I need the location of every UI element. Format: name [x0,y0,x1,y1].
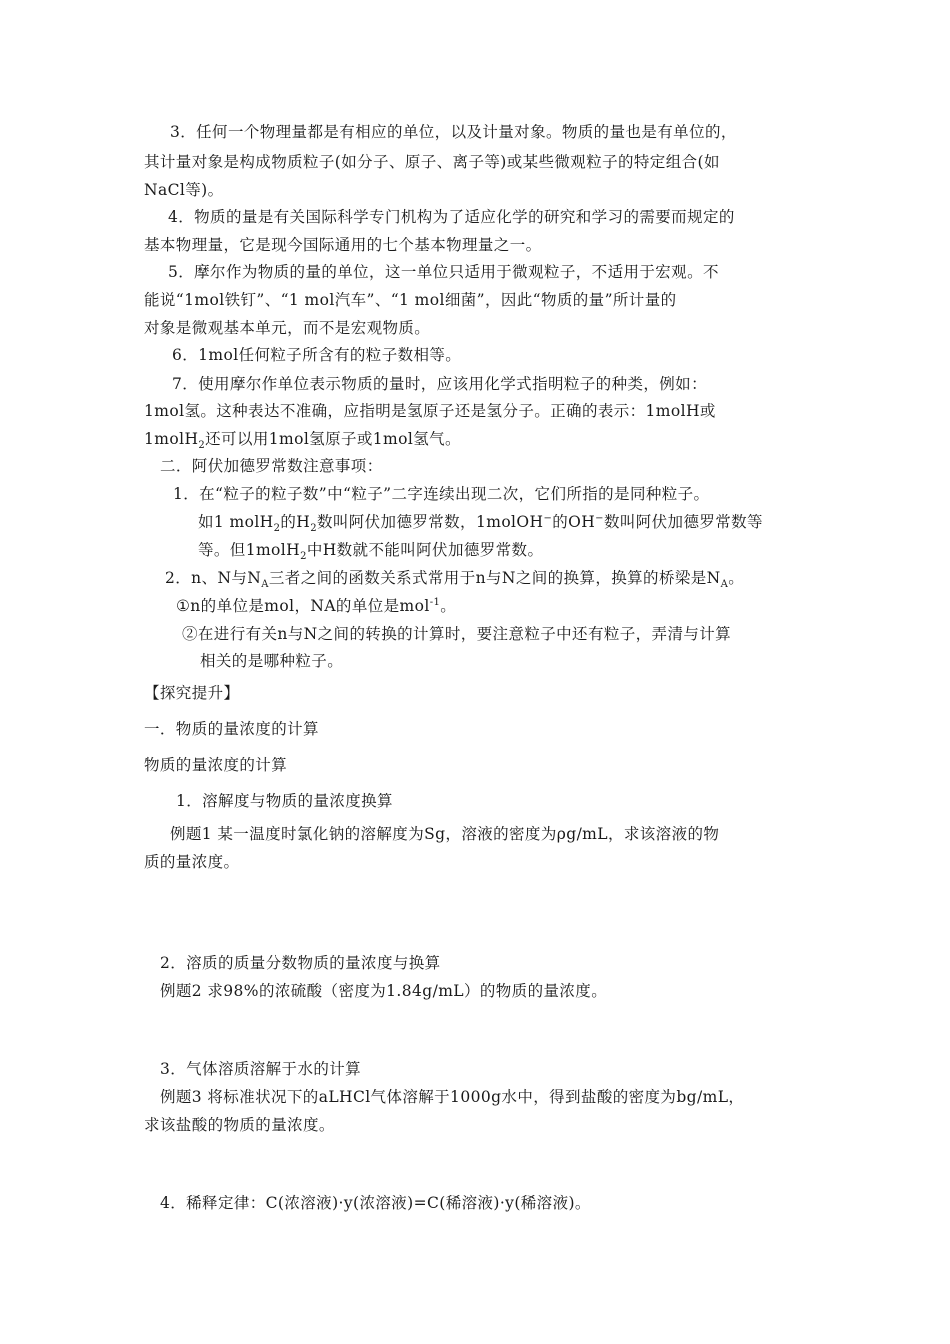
calc3-title: 3．气体溶质溶解于水的计算 [160,1060,362,1078]
item4-line1: 4．物质的量是有关国际科学专门机构为了适应化学的研究和学习的需要而规定的 [168,208,735,226]
avogadro-item1-line1: 1．在“粒子的粒子数”中“粒子”二字连续出现二次，它们所指的是同种粒子。 [173,485,710,503]
calc2-title: 2．溶质的质量分数物质的量浓度与换算 [160,954,441,972]
avogadro-item2-point1: ①n的单位是mol，NA的单位是mol$^{-1}$。 [176,596,457,615]
avogadro-item2-point2-line1: ②在进行有关n与N之间的转换的计算时，要注意粒子中还有粒子，弄清与计算 [182,625,732,643]
item7-line3: 1molH$_2$还可以用1mol氢原子或1mol氢气。 [144,430,461,452]
item6-line: 6．1mol任何粒子所含有的粒子数相等。 [172,346,462,364]
item4-line2: 基本物理量，它是现今国际通用的七个基本物理量之一。 [144,236,542,254]
example3-line1: 例题3 将标准状况下的aLHCl气体溶解于1000g水中，得到盐酸的密度为bg/mL， [160,1088,745,1106]
item5-line3: 对象是微观基本单元，而不是宏观物质。 [144,319,431,337]
avogadro-item2-line1: 2．n、N与$N_A$三者之间的函数关系式常用于n与N之间的换算，换算的桥梁是$N_A$。 [165,569,745,591]
calc1-title: 1．溶解度与物质的量浓度换算 [176,792,393,810]
avogadro-item1-line2: 如1 molH$_2$的$H_2$数叫阿伏加德罗常数，1molOH−的OH−数叫阿伏加德罗常数等 [198,512,763,535]
example2-line: 例题2 求98%的浓硫酸（密度为1.84g/mL）的物质的量浓度。 [160,982,608,1000]
calc4-dilution-law: 4．稀释定律：C(浓溶液)·y(浓溶液)=C(稀溶液)·y(稀溶液)。 [160,1194,591,1212]
item3-line1: 3．任何一个物理量都是有相应的单位，以及计量对象。物质的量也是有单位的， [170,123,737,141]
item5-line2: 能说“1mol铁钉”、“1 mol汽车”、“1 mol细菌”，因此“物质的量”所计量的 [144,291,677,309]
avogadro-item1-line3: 等。但1molH$_2$中H数就不能叫阿伏加德罗常数。 [198,541,544,563]
avogadro-item2-point2-line2: 相关的是哪种粒子。 [200,652,344,670]
item7-line1: 7．使用摩尔作单位表示物质的量时，应该用化学式指明粒子的种类，例如： [172,375,707,393]
avogadro-heading: 二．阿伏加德罗常数注意事项： [160,457,383,475]
example1-line2: 质的量浓度。 [144,853,240,871]
item3-line3: NaCl等)。 [144,181,224,199]
explore-heading: 【探究提升】 [144,684,240,702]
example3-line2: 求该盐酸的物质的量浓度。 [144,1116,335,1134]
explore-subheading-1: 一．物质的量浓度的计算 [144,720,319,738]
item3-line2: 其计量对象是构成物质粒子(如分子、原子、离子等)或某些微观粒子的特定组合(如 [144,153,720,171]
item7-line2: 1mol氢。这种表达不准确，应指明是氢原子还是氢分子。正确的表示：1molH或 [144,402,716,420]
explore-subheading-2: 物质的量浓度的计算 [144,756,288,774]
example1-line1: 例题1 某一温度时氯化钠的溶解度为Sg，溶液的密度为ρg/mL，求该溶液的物 [170,825,720,843]
item5-line1: 5．摩尔作为物质的量的单位，这一单位只适用于微观粒子，不适用于宏观。不 [168,263,719,281]
